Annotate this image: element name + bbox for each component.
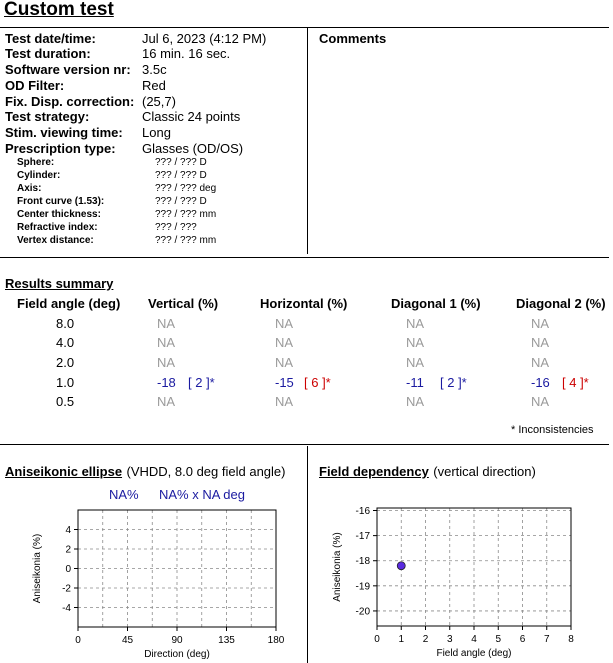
info-value-viewing: Long — [142, 125, 171, 140]
x-axis-label: Field angle (deg) — [436, 648, 512, 659]
divider-charts — [307, 446, 308, 663]
rx-label-front-curve: Front curve (1.53): — [17, 196, 105, 207]
rx-label-sphere: Sphere: — [17, 157, 55, 168]
info-value-prescription: Glasses (OD/OS) — [142, 141, 244, 156]
x-tick-label: 4 — [471, 634, 477, 645]
vertical-value: NA — [157, 394, 176, 409]
vertical-value: NA — [157, 335, 176, 350]
diagonal-1-inconsistency: [ 2 ]* — [440, 375, 467, 390]
info-value-fixation: (25,7) — [142, 94, 176, 109]
divider-results-top — [0, 257, 609, 258]
info-label-software: Software version nr: — [5, 62, 131, 77]
info-value-date: Jul 6, 2023 (4:12 PM) — [142, 31, 267, 46]
divider-top — [0, 27, 609, 28]
diagonal-1-value: NA — [406, 335, 425, 350]
col-header-vertical: Vertical (%) — [148, 296, 219, 311]
info-value-filter: Red — [142, 78, 166, 93]
rx-label-axis: Axis: — [17, 183, 42, 194]
ellipse-magnitude: NA% — [109, 487, 139, 502]
info-label-fixation: Fix. Disp. correction: — [5, 94, 135, 109]
ellipse-dimensions: NA% x NA deg — [159, 487, 245, 502]
data-point — [397, 562, 405, 570]
diagonal-2-inconsistency: [ 4 ]* — [562, 375, 589, 390]
y-axis-label: Aniseikonia (%) — [332, 532, 343, 602]
info-value-strategy: Classic 24 points — [142, 109, 241, 124]
y-tick-label: -16 — [355, 506, 370, 518]
x-tick-label: 135 — [218, 635, 235, 646]
row-angle: 2.0 — [56, 355, 75, 370]
col-header-diagonal-1: Diagonal 1 (%) — [391, 296, 481, 311]
x-tick-label: 45 — [121, 635, 134, 646]
x-tick-label: 3 — [446, 634, 453, 645]
field-dependency-title: Field dependency — [319, 464, 429, 479]
row-angle: 4.0 — [56, 335, 75, 350]
info-label-duration: Test duration: — [5, 46, 91, 61]
y-tick-label: 2 — [65, 544, 71, 556]
y-tick-label: -4 — [62, 603, 71, 614]
ellipse-title: Aniseikonic ellipse — [5, 464, 123, 479]
rx-label-refractive-index: Refractive index: — [17, 222, 98, 233]
diagonal-1-value: NA — [406, 394, 425, 409]
horizontal-inconsistency: [ 6 ]* — [304, 375, 331, 390]
rx-value-center-thickness: ??? / ??? mm — [155, 209, 217, 220]
x-tick-label: 8 — [568, 634, 574, 645]
rx-value-axis: ??? / ??? deg — [155, 183, 217, 194]
y-tick-label: -18 — [355, 556, 370, 568]
y-tick-label: -19 — [355, 581, 370, 593]
info-label-strategy: Test strategy: — [5, 109, 90, 124]
x-tick-label: 0 — [75, 635, 81, 646]
x-tick-label: 180 — [267, 635, 285, 646]
y-axis-label: Aniseikonia (%) — [32, 533, 43, 604]
diagonal-2-value: NA — [531, 394, 550, 409]
info-value-software: 3.5c — [142, 62, 167, 77]
horizontal-value: -15 — [275, 375, 294, 390]
field-dependency-chart — [310, 500, 610, 663]
x-axis-label: Direction (deg) — [144, 649, 210, 660]
diagonal-1-value: NA — [406, 355, 425, 370]
x-tick-label: 7 — [543, 634, 550, 645]
vertical-value: -18 — [157, 375, 176, 390]
diagonal-1-value: NA — [406, 316, 425, 331]
info-label-filter: OD Filter: — [5, 78, 65, 93]
horizontal-value: NA — [275, 394, 294, 409]
y-tick-label: -20 — [355, 606, 370, 618]
page-title: Custom test — [4, 0, 114, 20]
info-label-date: Test date/time: — [5, 31, 96, 46]
x-tick-label: 2 — [422, 634, 429, 645]
y-tick-label: -17 — [355, 531, 370, 543]
col-header-diagonal-2: Diagonal 2 (%) — [516, 296, 606, 311]
x-tick-label: 90 — [171, 635, 183, 646]
x-tick-label: 0 — [374, 634, 380, 645]
diagonal-2-value: NA — [531, 335, 550, 350]
ellipse-subtitle: (VHDD, 8.0 deg field angle) — [126, 464, 286, 479]
horizontal-value: NA — [275, 335, 294, 350]
ellipse-chart — [0, 500, 300, 663]
row-angle: 0.5 — [56, 394, 75, 409]
diagonal-1-value: -11 — [406, 375, 424, 390]
diagonal-2-value: NA — [531, 316, 550, 331]
field-dependency-subtitle: (vertical direction) — [433, 464, 536, 479]
y-tick-label: -2 — [62, 583, 71, 595]
plot-frame — [377, 508, 571, 626]
row-angle: 1.0 — [56, 375, 75, 390]
rx-value-sphere: ??? / ??? D — [155, 157, 207, 168]
x-tick-label: 5 — [495, 634, 502, 645]
rx-label-vertex-distance: Vertex distance: — [17, 235, 94, 246]
col-header-horizontal: Horizontal (%) — [260, 296, 348, 311]
rx-label-cylinder: Cylinder: — [17, 170, 61, 181]
comments-label: Comments — [319, 31, 387, 46]
rx-value-refractive-index: ??? / ??? — [155, 222, 197, 233]
col-header-field-angle: Field angle (deg) — [17, 296, 121, 311]
x-tick-label: 6 — [519, 634, 526, 645]
rx-value-front-curve: ??? / ??? D — [155, 196, 207, 207]
info-label-prescription: Prescription type: — [5, 141, 116, 156]
horizontal-value: NA — [275, 355, 294, 370]
horizontal-value: NA — [275, 316, 294, 331]
diagonal-2-value: -16 — [531, 375, 550, 390]
rx-value-cylinder: ??? / ??? D — [155, 170, 207, 181]
inconsistency-footnote: * Inconsistencies — [511, 424, 594, 436]
y-tick-label: 0 — [65, 564, 71, 575]
rx-label-center-thickness: Center thickness: — [17, 209, 101, 220]
results-title: Results summary — [5, 276, 114, 291]
vertical-inconsistency: [ 2 ]* — [188, 375, 215, 390]
info-label-viewing: Stim. viewing time: — [5, 125, 123, 140]
ellipse-heading — [5, 463, 285, 481]
vertical-value: NA — [157, 355, 176, 370]
y-tick-label: 4 — [65, 525, 71, 536]
divider-results-bottom — [0, 444, 609, 445]
info-value-duration: 16 min. 16 sec. — [142, 46, 231, 61]
x-tick-label: 1 — [398, 634, 405, 645]
vertical-value: NA — [157, 316, 176, 331]
diagonal-2-value: NA — [531, 355, 550, 370]
divider-info-comments — [307, 27, 308, 254]
rx-value-vertex-distance: ??? / ??? mm — [155, 235, 217, 246]
row-angle: 8.0 — [56, 316, 75, 331]
field-dependency-heading — [319, 463, 536, 481]
